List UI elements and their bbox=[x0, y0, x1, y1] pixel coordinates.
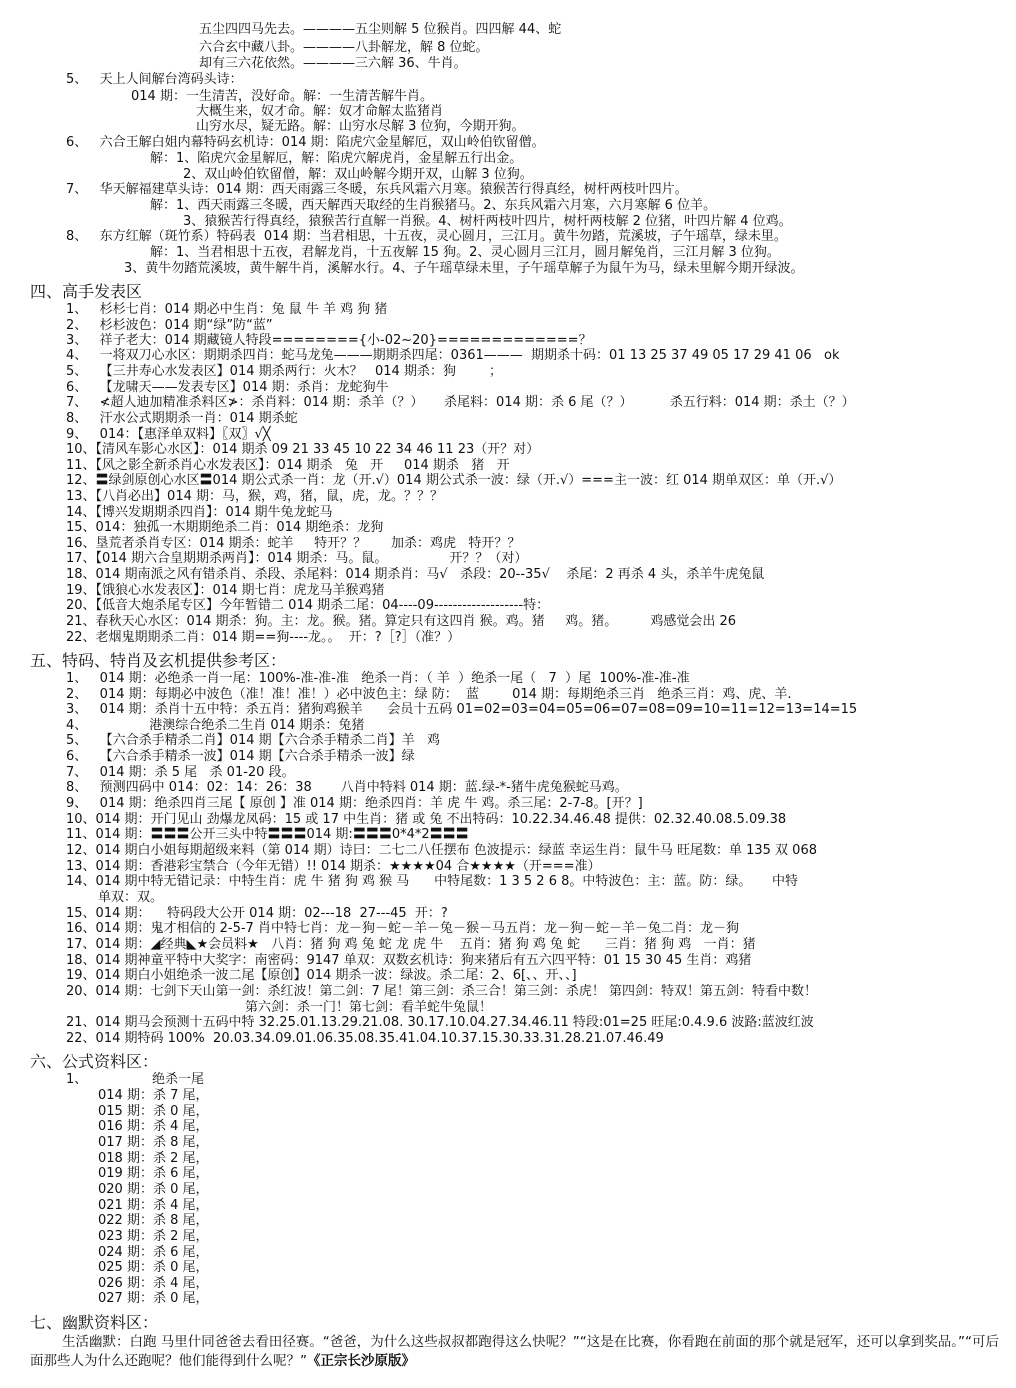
list-item: 15、014：独孤一木期期绝杀二肖：014 期绝杀：龙狗 bbox=[66, 520, 384, 535]
formula-row: 015 期：杀 0 尾， bbox=[98, 1104, 209, 1119]
formula-row: 019 期：杀 6 尾， bbox=[98, 1166, 209, 1181]
list-item: 9、 014：【惠泽单双料】〖双〗√╳ bbox=[66, 427, 271, 442]
list-item: 13、【八肖必出】014 期：马，猴，鸡，猪，鼠，虎，龙。？？？ bbox=[66, 489, 443, 504]
item-line: 大概生来，奴才命。解：奴才命解太监猪肖 bbox=[196, 104, 444, 119]
list-item: 5、 【三井寿心水发表区】014 期杀两行：火木？ 014 期杀：狗 ； bbox=[66, 364, 503, 379]
formula-row: 014 期：杀 7 尾， bbox=[98, 1088, 209, 1103]
formula-row: 018 期：杀 2 尾， bbox=[98, 1151, 209, 1166]
list-item: 7、 014 期：杀 5 尾 杀 01-20 段。 bbox=[66, 765, 295, 780]
list-item: 16、014 期：鬼才相信的 2-5-7 肖中特七肖：龙－狗－蛇－羊－兔－猴－马五肖：龙－狗－蛇－羊－兔二肖：龙－狗 bbox=[66, 921, 739, 936]
formula-label: 绝杀一尾 bbox=[152, 1072, 205, 1087]
item-line: 山穷水尽，疑无路。解：山穷水尽解 3 位狗，今期开狗。 bbox=[196, 119, 525, 134]
item-line: 3、猿猴苦行得真经，猿猴苦行直解一肖猴。4、树杆两枝叶四片，树杆两枝解 2 位猪，叶四片解 4 位鸡。 bbox=[183, 214, 792, 229]
list-item: 11、014 期：〓〓〓公开三头中特〓〓〓014 期:〓〓〓0*4*2〓〓〓 bbox=[66, 827, 469, 842]
item-line: 解：1、当君相思十五夜，君解龙肖，十五夜解 15 狗。2、灵心圆月三江月，圆月解兔肖，三江月解 3 位狗。 bbox=[150, 245, 780, 260]
formula-row: 016 期：杀 4 尾， bbox=[98, 1119, 209, 1134]
item-line: 8、 东方红解（斑竹系）特码表 014 期：当君相思，十五夜，灵心圆月，三江月。黄牛勿踏，荒溪坡，子午瑶草，绿未里。 bbox=[66, 229, 787, 244]
list-item: 8、 汗水公式期期杀一肖：014 期杀蛇 bbox=[66, 411, 298, 426]
list-item: 12、014 期白小姐每期超级来料（第 014 期）诗曰：二七二八任摆布 色波提示：绿蓝 幸运生肖：鼠牛马 旺尾数：单 135 双 068 bbox=[66, 843, 817, 858]
item-line: 解：1、陷虎穴金星解厄，解：陷虎穴解虎肖，金星解五行出金。 bbox=[150, 151, 523, 166]
list-item: 22、老烟鬼期期杀二肖：014 期==狗----龙。。 开：?［?］（准？） bbox=[66, 630, 461, 645]
list-item: 3、 祥子老大：014 期藏镜人特段========{小-02~20}=============？ bbox=[66, 333, 592, 348]
list-item: 18、014 期南派之风有错杀肖、杀段、杀尾料：014 期杀肖：马√ 杀段：20--35√ 杀尾：2 再杀 4 头，杀羊牛虎兔鼠 bbox=[66, 567, 765, 582]
list-item: 2、 杉杉波色：014 期“绿”防“蓝” bbox=[66, 318, 273, 333]
list-item: 14、【博兴发期期杀四肖】：014 期牛兔龙蛇马 bbox=[66, 505, 333, 520]
list-item: 7、 ≮超人迪加精准杀料区≯：杀肖料：014 期：杀羊（？） 杀尾料：014 期：杀 6 尾（？） 杀五行料：014 期：杀土（？） bbox=[66, 395, 855, 410]
list-item: 5、 【六合杀手精杀二肖】014 期【六合杀手精杀二肖】羊 鸡 bbox=[66, 733, 441, 748]
poem-line: 却有三六花依然。————三六解 36、牛肖。 bbox=[199, 56, 467, 71]
list-item: 11、【风之影全新杀肖心水发表区】：014 期杀 兔 开 014 期杀 猪 开 bbox=[66, 458, 510, 473]
formula-row: 021 期：杀 4 尾， bbox=[98, 1198, 209, 1213]
list-item: 22、014 期特码 100% 20.03.34.09.01.06.35.08.35.41.04.10.37.15.30.33.31.28.21.07.46.49 bbox=[66, 1031, 664, 1046]
poem-line: 六合玄中藏八卦。————八卦解龙，解 8 位蛇。 bbox=[199, 40, 489, 55]
list-item: 4、 港澳综合绝杀二生肖 014 期杀：兔猪 bbox=[66, 718, 365, 733]
section-title: 四、高手发表区 bbox=[30, 282, 143, 301]
section-title: 七、幽默资料区： bbox=[30, 1313, 159, 1332]
formula-row: 022 期：杀 8 尾， bbox=[98, 1213, 209, 1228]
list-item: 15、014 期： 特码段大公开 014 期：02---18 27---45 开：? bbox=[66, 906, 448, 921]
list-item: 3、 014 期：杀肖十五中特：杀五肖：猪狗鸡猴羊 会员十五码 01=02=03=04=05=06=07=08=09=10=11=12=13=14=15 bbox=[66, 702, 858, 717]
item-line: 解：1、西天雨露三冬暖，西天解西天取经的生肖猴猪马。2、东兵风霜六月寒，六月寒解 6 位羊。 bbox=[150, 198, 717, 213]
list-item: 6、 【龙啸天——发表专区】014 期：杀肖：龙蛇狗牛 bbox=[66, 380, 389, 395]
list-item: 6、 【六合杀手精杀一波】014 期【六合杀手精杀一波】绿 bbox=[66, 749, 415, 764]
list-item: 4、 一将双刀心水区：期期杀四肖：蛇马龙兔———期期杀四尾：0361——— 期期杀十码：01 13 25 37 49 05 17 29 41 06 ok bbox=[66, 348, 840, 363]
item-line: 2、双山岭伯钦留僧，解：双山岭解今期开双，山解 3 位狗。 bbox=[183, 167, 533, 182]
list-item: 14、014 期中特无错记录：中特生肖：虎 牛 猪 狗 鸡 猴 马 中特尾数：1 3 5 2 6 8。中特波色：主：蓝。防：绿。 中特 bbox=[66, 874, 799, 889]
list-item: 18、014 期神童平特中大奖字：南密码：9147 单双：双数玄机诗：狗来猪后有五六四平特：01 15 30 45 生肖：鸡猪 bbox=[66, 953, 752, 968]
list-item: 12、〓绿剑原创心水区〓014 期公式杀一肖：龙（开.√）014 期公式杀一波：绿（开.√）===主一波：红 014 期单双区：单（开.√） bbox=[66, 473, 842, 488]
list-item: 8、 预测四码中 014：02：14：26：38 八肖中特料 014 期：蓝.绿-*-猪牛虎兔猴蛇马鸡。 bbox=[66, 780, 628, 795]
poem-line: 五尘四四马先去。————五尘则解 5 位猴肖。四四解 44、蛇 bbox=[199, 22, 562, 37]
item-line: 014 期：一生清苦，没好命。解：一生清苦解牛肖。 bbox=[131, 89, 433, 104]
item-line: 3、黄牛勿踏荒溪坡，黄牛解牛肖，溪解水行。4、子午瑶草绿未里，子午瑶草解子为鼠午为马，绿未里解今期开绿波。 bbox=[124, 261, 804, 276]
list-item: 21、春秋天心水区：014 期杀：狗。主：龙。猴。猪。算定只有这四肖 猴。鸡。猪 鸡。猪。 鸡感觉会出 26 bbox=[66, 614, 737, 629]
list-item: 21、014 期马会预测十五码中特 32.25.01.13.29.21.08. 30.17.10.04.27.34.46.11 特段:01=25 旺尾:0.4.9.6 波路:蓝波红波 bbox=[66, 1015, 814, 1030]
humor-paragraph bbox=[30, 1333, 1005, 1371]
list-item: 10、【清风车影心水区】：014 期杀 09 21 33 45 10 22 34 46 11 23（开？对） bbox=[66, 442, 540, 457]
list-item: 单双：双。 bbox=[98, 890, 164, 905]
item-line: 7、 华天解福建草头诗：014 期：西天雨露三冬暖，东兵风霜六月寒。猿猴苦行得真经，树杆两枝叶四片。 bbox=[66, 182, 688, 197]
formula-row: 017 期：杀 8 尾， bbox=[98, 1135, 209, 1150]
formula-number: 1、 bbox=[66, 1072, 88, 1087]
item-line: 5、 天上人间解台湾码头诗： bbox=[66, 72, 243, 87]
formula-row: 023 期：杀 2 尾， bbox=[98, 1229, 209, 1244]
humor-text: 生活幽默：白跑 马里什同爸爸去看田径赛。“爸爸，为什么这些叔叔都跑得这么快呢？”“这是在比赛，你看跑在前面的那个就是冠军，还可以拿到奖品。”“可后面那些人为什么还跑呢？他们能得到什么呢？” bbox=[30, 1334, 1000, 1369]
item-line: 6、 六合王解白姐内幕特码玄机诗：014 期：陷虎穴金星解厄，双山岭伯钦留僧。 bbox=[66, 135, 545, 150]
list-item: 20、【低音大炮杀尾专区】今年暂错二 014 期杀二尾：04----09-------------------特： bbox=[66, 598, 550, 613]
formula-row: 026 期：杀 4 尾， bbox=[98, 1276, 209, 1291]
list-item: 16、垦荒者杀肖专区：014 期杀：蛇羊 特开？？ 加杀：鸡虎 特开？？ bbox=[66, 536, 521, 551]
section-title: 五、特码、特肖及玄机提供参考区： bbox=[30, 651, 287, 670]
source-label: 《正宗长沙原版》 bbox=[307, 1353, 415, 1369]
list-item: 17、014 期：◢经典◣★会员料★ 八肖：猪 狗 鸡 兔 蛇 龙 虎 牛 五肖：猪 狗 鸡 兔 蛇 三肖：猪 狗 鸡 一肖：猪 bbox=[66, 937, 756, 952]
list-item: 13、014 期：香港彩宝禁合（今年无错）!! 014 期杀：★★★★04 合★★★★（开===准） bbox=[66, 859, 601, 874]
formula-row: 020 期：杀 0 尾， bbox=[98, 1182, 209, 1197]
list-item: 9、 014 期：绝杀四肖三尾【 原创 】准 014 期：绝杀四肖：羊 虎 牛 鸡。杀三尾：2-7-8。[开？] bbox=[66, 796, 643, 811]
list-item: 19、【饿狼心水发表区】：014 期七肖：虎龙马羊猴鸡猪 bbox=[66, 583, 385, 598]
list-item: 1、 杉杉七肖：014 期必中生肖：兔 鼠 牛 羊 鸡 狗 猪 bbox=[66, 302, 388, 317]
list-item: 19、014 期白小姐绝杀一波二尾【原创】014 期杀一波：绿波。杀二尾：2、6[、、开、、] bbox=[66, 968, 577, 983]
formula-row: 027 期：杀 0 尾， bbox=[98, 1291, 209, 1306]
list-item: 1、 014 期：必绝杀一肖一尾：100%-准-准-准 绝杀一肖：（ 羊 ）绝杀一尾（ 7 ）尾 100%-准-准-准 bbox=[66, 671, 690, 686]
formula-row: 025 期：杀 0 尾， bbox=[98, 1260, 209, 1275]
list-item: 2、 014 期：每期必中波色（准！准！准！）必中波色主：绿 防： 蓝 014 期：每期绝杀三肖 绝杀三肖：鸡、虎、羊. bbox=[66, 687, 792, 702]
list-item: 第六剑：杀一门！第七剑：看羊蛇牛兔鼠！ bbox=[245, 1000, 493, 1015]
list-item: 10、014 期：开门见山 劲爆龙凤码：15 或 17 中生肖：猪 或 兔 不出特码：10.22.34.46.48 提供：02.32.40.08.5.09.38 bbox=[66, 812, 787, 827]
section-title: 六、公式资料区： bbox=[30, 1052, 159, 1071]
list-item: 17、【014 期六合皇期期杀两肖】：014 期杀：马。鼠。 开？？（对） bbox=[66, 551, 528, 566]
formula-row: 024 期：杀 6 尾， bbox=[98, 1245, 209, 1260]
list-item: 20、014 期：七剑下天山第一剑：杀红波！第二剑：7 尾！第三剑：杀三合！第三剑：杀虎！ 第四剑：特双！第五剑：特看中数！ bbox=[66, 984, 818, 999]
